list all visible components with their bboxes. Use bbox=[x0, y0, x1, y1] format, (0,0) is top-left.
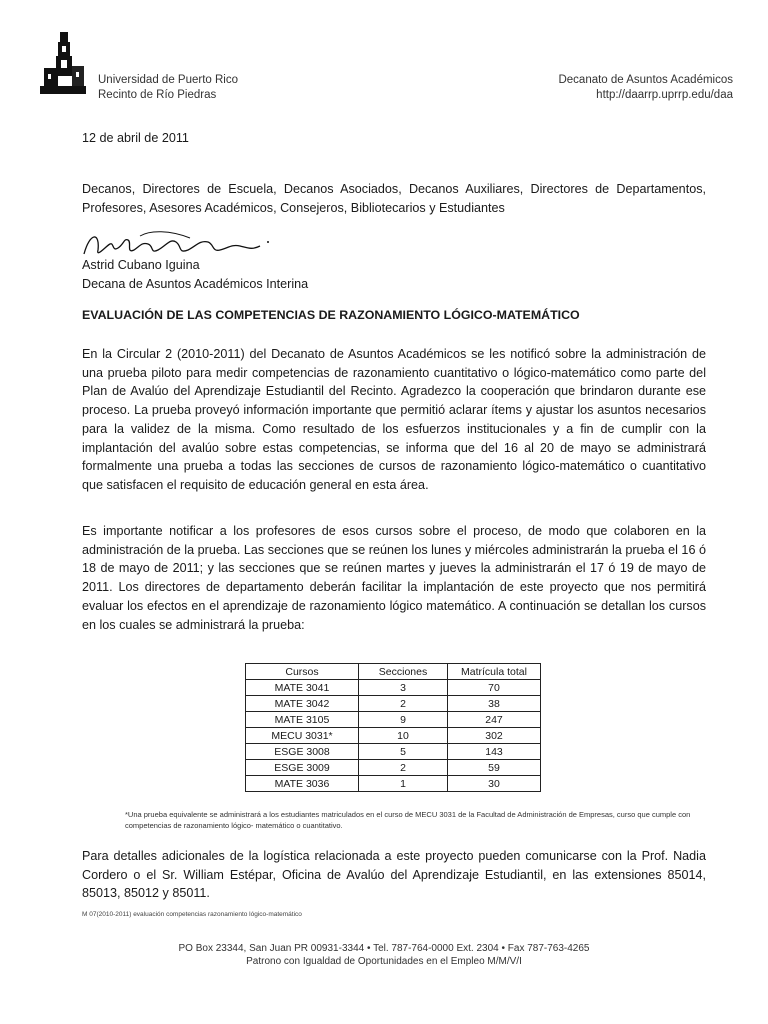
column-header-cursos: Cursos bbox=[246, 664, 359, 680]
letterhead-right bbox=[558, 73, 733, 103]
table-row bbox=[246, 728, 541, 744]
section-count: 3 bbox=[359, 680, 448, 696]
letterhead-left bbox=[98, 73, 238, 103]
table-row bbox=[246, 696, 541, 712]
course-code: MATE 3036 bbox=[246, 776, 359, 792]
university-name: Universidad de Puerto Rico bbox=[98, 74, 238, 86]
course-code: ESGE 3009 bbox=[246, 760, 359, 776]
footer-address: PO Box 23344, San Juan PR 00931-3344 • Tel. 787-764-0000 Ext. 2304 • Fax 787-763-4265 bbox=[178, 943, 590, 954]
course-code: MATE 3042 bbox=[246, 696, 359, 712]
table-row bbox=[246, 776, 541, 792]
paragraph-1: En la Circular 2 (2010-2011) del Decanato de Asuntos Académicos se les notificó sobre la administración de una prueba piloto para medir competencias de razonamiento cuantitativo o lógico-matemático como parte del Plan de Avalúo del Aprendizaje Estudiantil del Recinto. Agradezco la cooperación que brindaron durante ese proceso. La prueba proveyó información importante que permitió aclarar ítems y ajustar los asuntos necesarios para la validez de la misma. Como resultado de los esfuerzos institucionales y a fin de cumplir con la implantación del avalúo sobre estas competencias, se informa que del 16 al 20 de mayo se administrará formalmente una prueba a todas las secciones de cursos de razonamiento lógico-matemático o cuantitativo que satisfacen el requisito de educación general en esta área. bbox=[82, 347, 706, 492]
campus-name: Recinto de Río Piedras bbox=[98, 89, 217, 101]
section-count: 10 bbox=[359, 728, 448, 744]
letter-date: 12 de abril de 2011 bbox=[82, 131, 189, 145]
section-count: 1 bbox=[359, 776, 448, 792]
section-count: 2 bbox=[359, 760, 448, 776]
paragraph-3: Para detalles adicionales de la logística relacionada a este proyecto pueden comunicarse con la Prof. Nadia Cordero o el Sr. William Estépar, Oficina de Avalúo del Aprendizaje Estudiantil, en las extensiones 85014, 85013, 85012 y 85011. bbox=[82, 849, 706, 901]
column-header-matricula: Matrícula total bbox=[448, 664, 541, 680]
table-header-row bbox=[246, 664, 541, 680]
signer-title: Decana de Asuntos Académicos Interina bbox=[82, 276, 309, 291]
university-logo bbox=[38, 30, 88, 96]
signer-name: Astrid Cubano Iguina bbox=[82, 258, 200, 272]
office-url: http://daarrp.uprrp.edu/daa bbox=[596, 89, 733, 101]
course-code: MECU 3031* bbox=[246, 728, 359, 744]
table-row bbox=[246, 760, 541, 776]
page-footer bbox=[0, 942, 768, 968]
table-footnote: *Una prueba equivalente se administrará a los estudiantes matriculados en el curso de MECU 3031 de la Facultad de Administración de Empresas, curso que cumple con competencias de razonamiento lógico- matemático o cuantitativo. bbox=[125, 810, 691, 830]
table-row bbox=[246, 680, 541, 696]
enrollment-total: 247 bbox=[448, 712, 541, 728]
courses-table bbox=[245, 663, 541, 792]
course-code: MATE 3041 bbox=[246, 680, 359, 696]
section-count: 5 bbox=[359, 744, 448, 760]
section-count: 2 bbox=[359, 696, 448, 712]
table-row bbox=[246, 712, 541, 728]
course-code: MATE 3105 bbox=[246, 712, 359, 728]
paragraph-2: Es importante notificar a los profesores de esos cursos sobre el proceso, de modo que colaboren en la administración de la prueba. Las secciones que se reúnen los lunes y miércoles administrarán la prueba el 16 ó 18 de mayo de 2011; y las secciones que se reúnen martes y jueves la administrarán el 17 ó 19 de mayo de 2011. Los directores de departamento deberán facilitar la implantación de este proyecto que nos permitirá evaluar los efectos en el aprendizaje de razonamiento lógico matemático. A continuación se detallan los cursos en los cuales se administrará la prueba: bbox=[82, 524, 706, 632]
section-count: 9 bbox=[359, 712, 448, 728]
table-row bbox=[246, 744, 541, 760]
enrollment-total: 70 bbox=[448, 680, 541, 696]
recipients: Decanos, Directores de Escuela, Decanos Asociados, Decanos Auxiliares, Directores de Departamentos, Profesores, Asesores Académicos, Consejeros, Bibliotecarios y Estudiantes bbox=[82, 182, 706, 215]
signature-block bbox=[82, 256, 308, 293]
enrollment-total: 143 bbox=[448, 744, 541, 760]
office-name: Decanato de Asuntos Académicos bbox=[558, 74, 733, 86]
footer-equal-opportunity: Patrono con Igualdad de Oportunidades en el Empleo M/M/V/I bbox=[246, 956, 522, 967]
column-header-secciones: Secciones bbox=[359, 664, 448, 680]
course-code: ESGE 3008 bbox=[246, 744, 359, 760]
enrollment-total: 302 bbox=[448, 728, 541, 744]
document-reference: M 07(2010-2011) evaluación competencias razonamiento lógico-matemático bbox=[82, 911, 302, 918]
subject-heading: EVALUACIÓN DE LAS COMPETENCIAS DE RAZONAMIENTO LÓGICO-MATEMÁTICO bbox=[82, 308, 580, 322]
enrollment-total: 30 bbox=[448, 776, 541, 792]
enrollment-total: 38 bbox=[448, 696, 541, 712]
enrollment-total: 59 bbox=[448, 760, 541, 776]
